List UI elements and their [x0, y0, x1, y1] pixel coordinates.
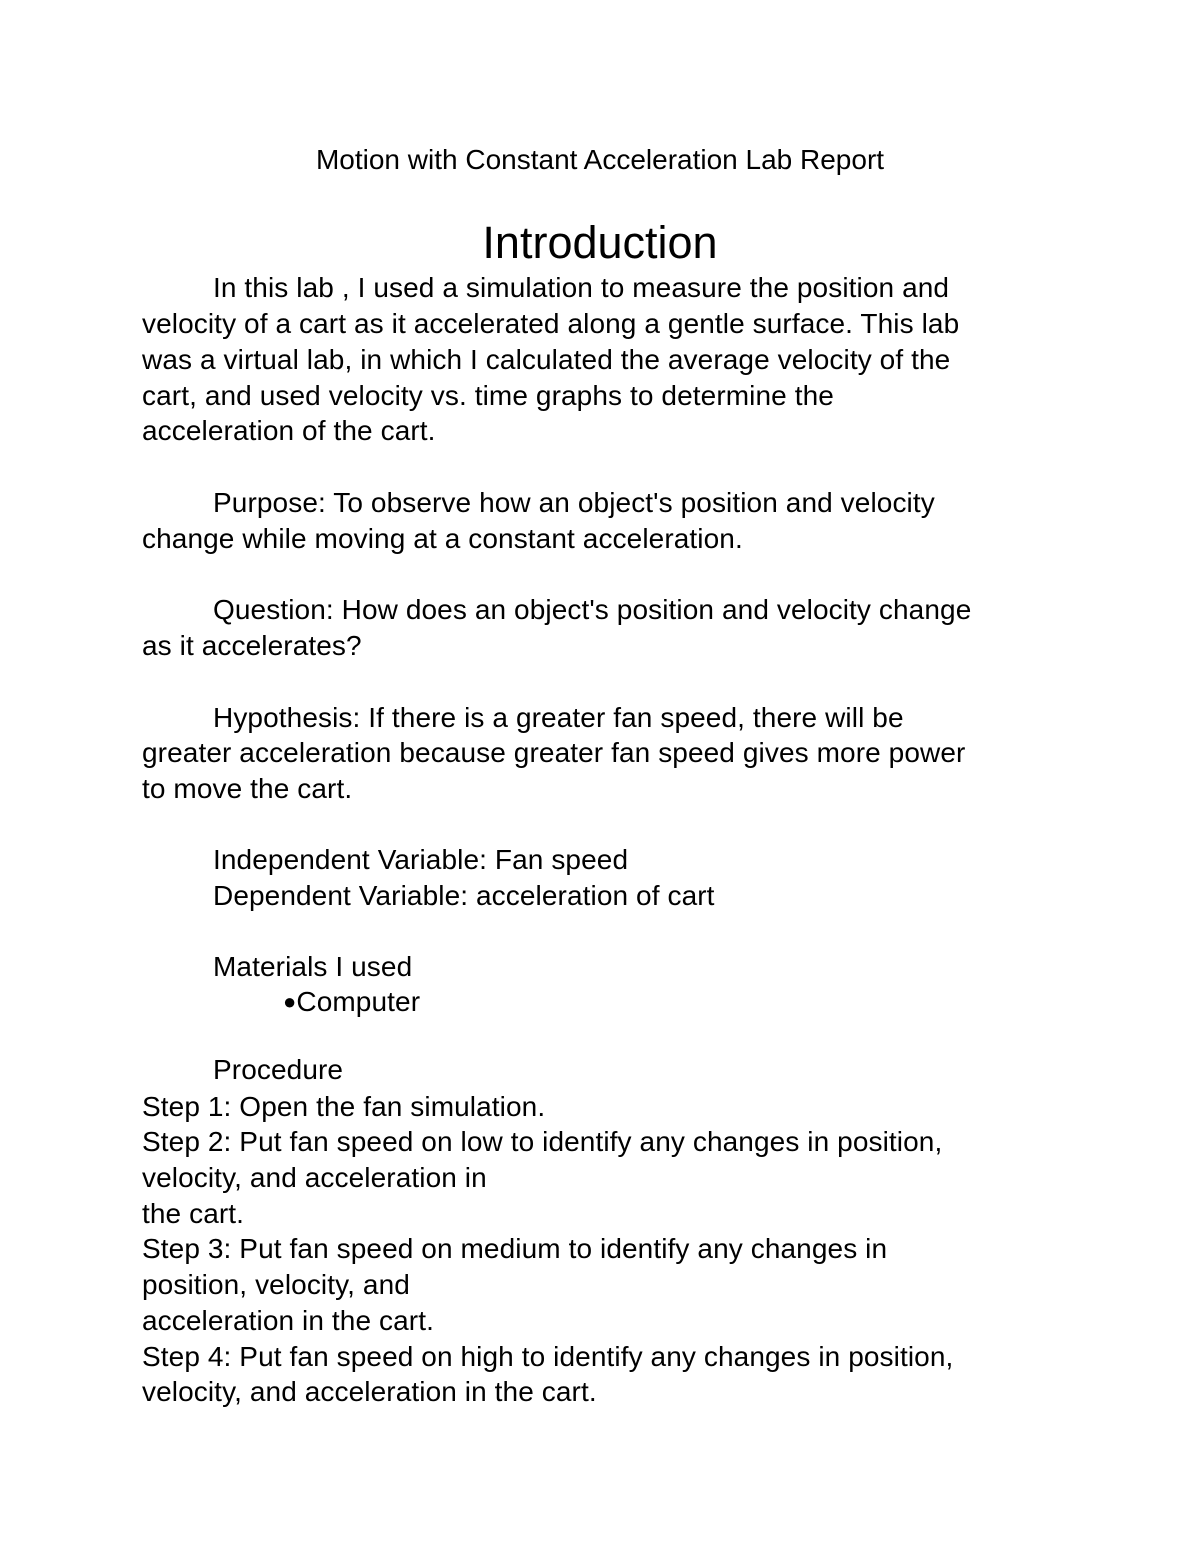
procedure-line: acceleration in the cart.: [142, 1305, 434, 1336]
materials-list-item: [283, 984, 420, 1020]
bullet-icon: ●: [283, 989, 297, 1014]
dependent-variable: Dependent Variable: acceleration of cart: [213, 880, 715, 911]
intro-line: acceleration of the cart.: [142, 415, 436, 446]
intro-line: cart, and used velocity vs. time graphs to determine the: [142, 380, 834, 411]
procedure-line: the cart.: [142, 1198, 245, 1229]
intro-line: In this lab , I used a simulation to measure the position and: [213, 272, 950, 303]
materials-item-label: Computer: [296, 986, 421, 1017]
hypothesis-line: greater acceleration because greater fan speed gives more power: [142, 737, 966, 768]
independent-variable: Independent Variable: Fan speed: [213, 844, 629, 875]
procedure-heading: Procedure: [213, 1054, 344, 1085]
procedure-line: Step 1: Open the fan simulation.: [142, 1091, 546, 1122]
procedure-line: Step 2: Put fan speed on low to identify any changes in position,: [142, 1126, 943, 1157]
question-line: as it accelerates?: [142, 630, 362, 661]
intro-line: velocity of a cart as it accelerated along a gentle surface. This lab: [142, 308, 960, 339]
hypothesis-line: Hypothesis: If there is a greater fan speed, there will be: [213, 702, 904, 733]
intro-line: was a virtual lab, in which I calculated the average velocity of the: [142, 344, 951, 375]
question-line: Question: How does an object's position and velocity change: [213, 594, 972, 625]
purpose-line: change while moving at a constant acceleration.: [142, 523, 743, 554]
report-title: Motion with Constant Acceleration Lab Report: [315, 144, 885, 175]
hypothesis-line: to move the cart.: [142, 773, 353, 804]
materials-heading: Materials I used: [213, 951, 413, 982]
purpose-line: Purpose: To observe how an object's position and velocity: [213, 487, 935, 518]
procedure-line: velocity, and acceleration in: [142, 1162, 487, 1193]
procedure-line: velocity, and acceleration in the cart.: [142, 1376, 597, 1407]
section-heading-introduction: Introduction: [482, 217, 718, 268]
procedure-line: Step 4: Put fan speed on high to identify any changes in position,: [142, 1341, 954, 1372]
procedure-line: position, velocity, and: [142, 1269, 410, 1300]
procedure-line: Step 3: Put fan speed on medium to identify any changes in: [142, 1233, 888, 1264]
